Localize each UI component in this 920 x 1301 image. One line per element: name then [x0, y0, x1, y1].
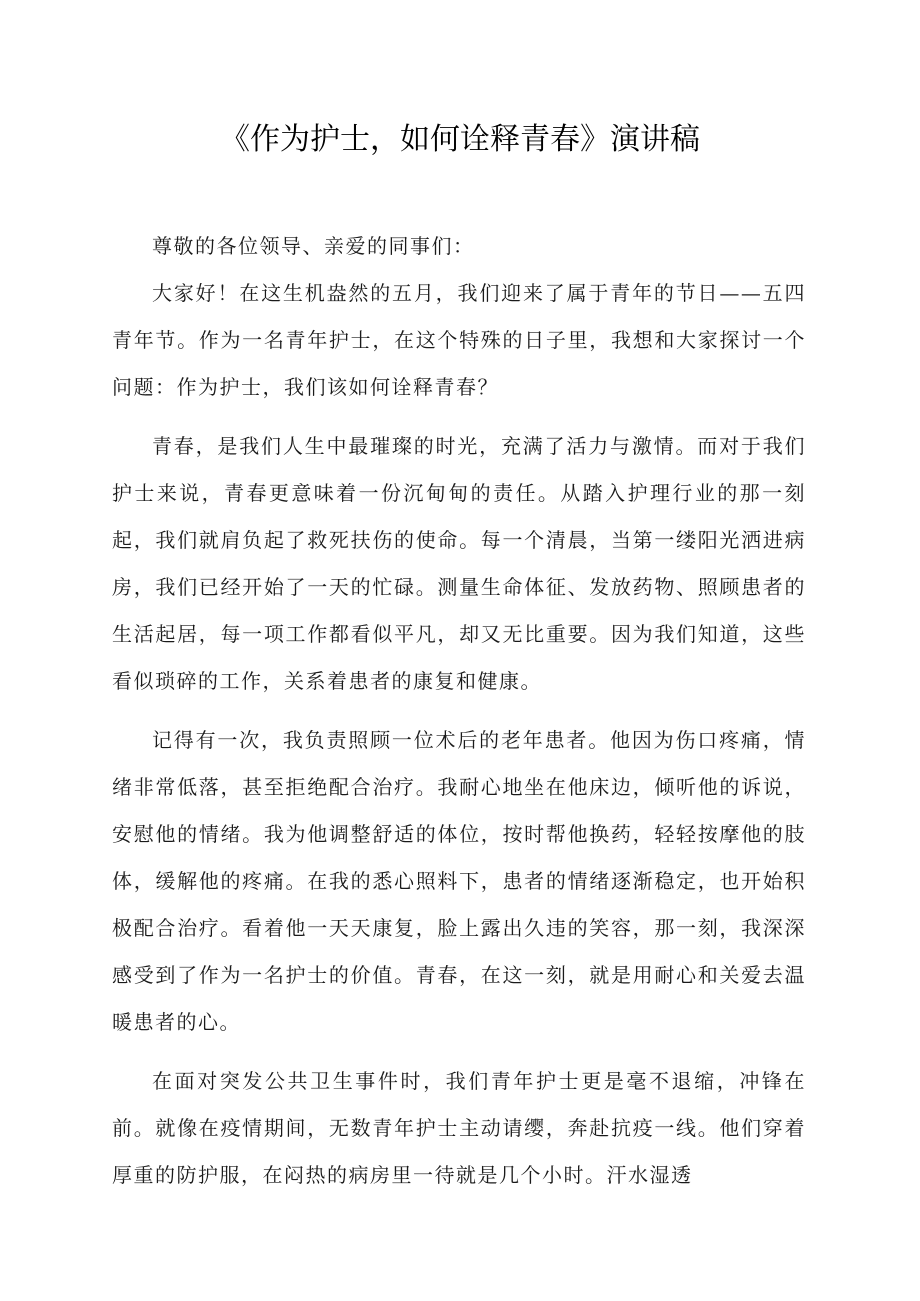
- document-title: 《作为护士，如何诠释青春》演讲稿: [220, 122, 700, 157]
- paragraph-opening: 大家好！在这生机盎然的五月，我们迎来了属于青年的节日——五四青年节。作为一名青年护士，在这个特殊的日子里，我想和大家探讨一个问题：作为护士，我们该如何诠释青春？: [112, 281, 806, 399]
- document-body: [112, 224, 806, 1211]
- paragraph-patient-story: 记得有一次，我负责照顾一位术后的老年患者。他因为伤口疼痛，情绪非常低落，甚至拒绝配合治疗。我耐心地坐在他床边，倾听他的诉说，安慰他的情绪。我为他调整舒适的体位，按时帮他换药，轻轻按摩他的肢体，缓解他的疼痛。在我的悉心照料下，患者的情绪逐渐稳定，也开始积极配合治疗。看着他一天天康复，脸上露出久违的笑容，那一刻，我深深感受到了作为一名护士的价值。青春，在这一刻，就是用耐心和关爱去温暖患者的心。: [112, 728, 806, 1034]
- paragraph-youth-responsibility: 青春，是我们人生中最璀璨的时光，充满了活力与激情。而对于我们护士来说，青春更意味着一份沉甸甸的责任。从踏入护理行业的那一刻起，我们就肩负起了救死扶伤的使命。每一个清晨，当第一缕阳光洒进病房，我们已经开始了一天的忙碌。测量生命体征、发放药物、照顾患者的生活起居，每一项工作都看似平凡，却又无比重要。因为我们知道，这些看似琐碎的工作，关系着患者的康复和健康。: [112, 434, 806, 693]
- paragraph-greeting: 尊敬的各位领导、亲爱的同事们：: [152, 234, 475, 258]
- paragraph-public-health: 在面对突发公共卫生事件时，我们青年护士更是毫不退缩，冲锋在前。就像在疫情期间，无数青年护士主动请缨，奔赴抗疫一线。他们穿着厚重的防护服，在闷热的病房里一待就是几个小时。汗水湿透: [112, 1069, 806, 1187]
